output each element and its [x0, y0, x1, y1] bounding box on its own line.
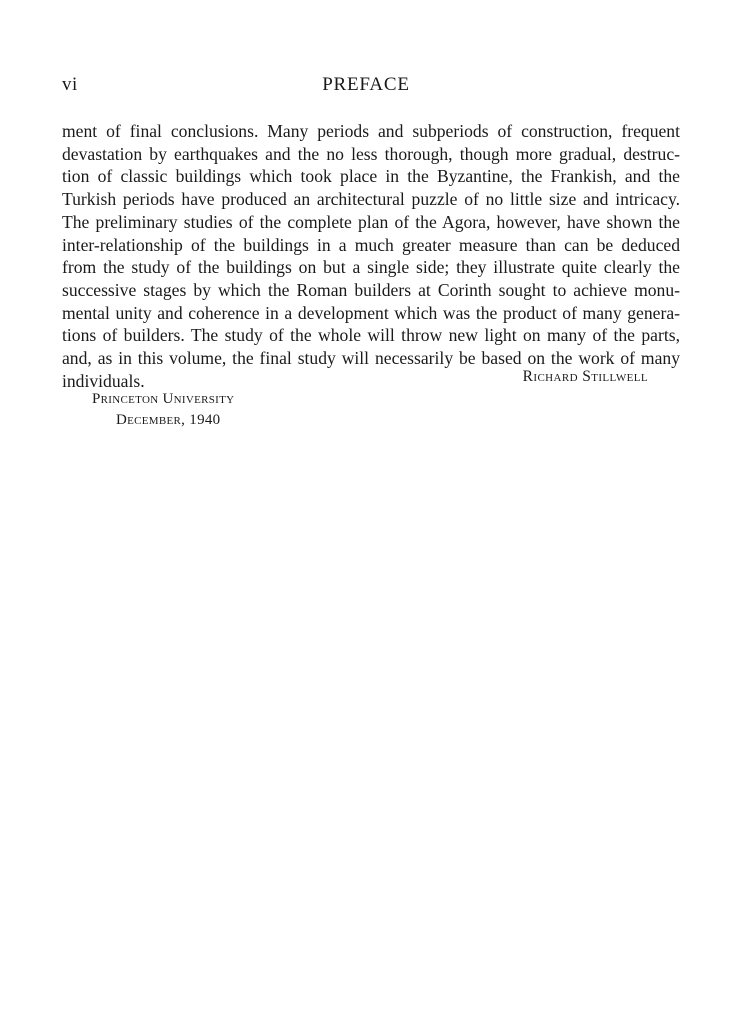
institution: Princeton University — [92, 391, 235, 407]
text-line: The preliminary studies of the complete plan of the Agora, however, have shown the — [62, 211, 680, 232]
text-line: successive stages by which the Roman builders at Corinth sought to achieve monu- — [62, 279, 680, 300]
preface-body — [62, 120, 680, 392]
place-date-block — [92, 389, 234, 431]
text-line: tion of classic buildings which took place in the Byzantine, the Frankish, and the — [62, 166, 680, 187]
text-line: individuals. — [62, 370, 145, 391]
text-line: Turkish periods have produced an architectural puzzle of no little size and intricacy. — [62, 189, 680, 210]
text-line: ment of final conclusions. Many periods and subperiods of construction, frequent — [62, 121, 680, 141]
text-line: mental unity and coherence in a development which was the product of many genera- — [62, 302, 680, 323]
page-number: vi — [62, 74, 78, 95]
text-line: from the study of the buildings on but a single side; they illustrate quite clearly the — [62, 257, 680, 278]
text-line: inter-relationship of the buildings in a much greater measure than can be deduced — [62, 234, 680, 255]
text-line: devastation by earthquakes and the no less thorough, though more gradual, destruc- — [62, 143, 680, 164]
author-signature: Richard Stillwell — [522, 368, 648, 385]
text-line: tions of builders. The study of the whole will throw new light on many of the parts, — [62, 325, 680, 346]
text-line: and, as in this volume, the final study will necessarily be based on the work of many — [62, 348, 680, 369]
running-title: PREFACE — [322, 74, 410, 95]
date: December, 1940 — [116, 412, 221, 428]
